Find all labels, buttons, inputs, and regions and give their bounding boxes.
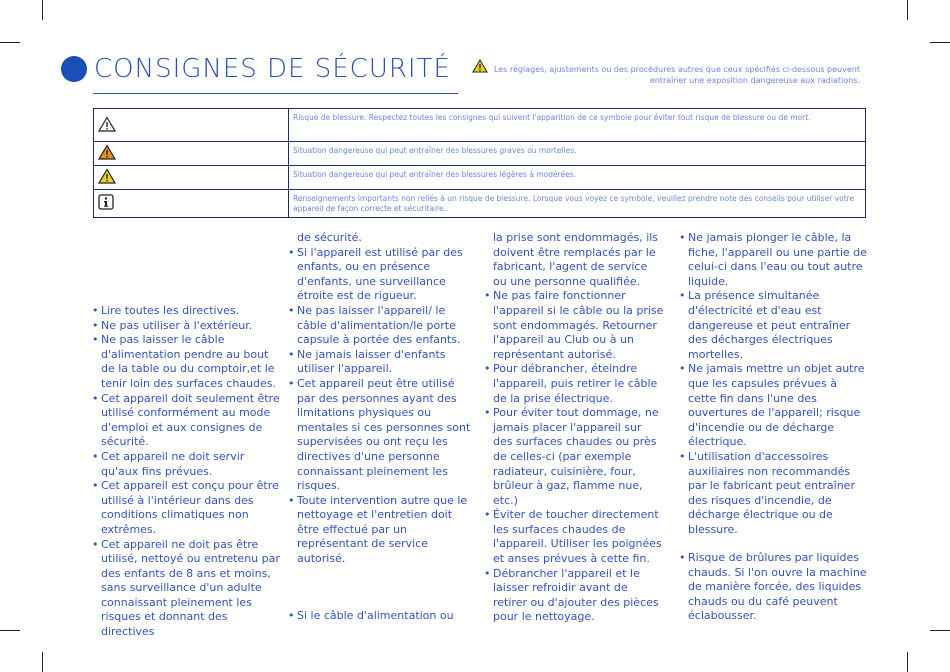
list-item: • Si l'appareil est utilisé par des enfants, ou en présence d'enfants, une surveillance étroite est de rigueur.: [288, 245, 463, 303]
warning-orange-icon: [98, 153, 116, 162]
warning-outline-icon: [98, 125, 116, 134]
symbol-row: [94, 190, 866, 218]
list-item: • La présence simultanée d'électricité et d'eau est dangereuse et peut entraîner des décharges électriques mortelles.: [679, 289, 851, 361]
crop-mark: [42, 0, 43, 20]
crop-mark: [907, 0, 908, 20]
list-item: • L'utilisation d'accessoires auxiliaires non recommandés par le fabricant peut entraîner des risques d'incendie, de décharge électrique ou de blessure.: [679, 449, 855, 536]
column-1: [92, 304, 282, 640]
list-item: • Éviter de toucher directement les surfaces chaudes de l'appareil. Utiliser les poignées et anses prévues à cette fin.: [484, 508, 662, 566]
list-item: • Ne jamais laisser d'enfants utiliser l'appareil.: [288, 347, 446, 376]
list-item: • Cet appareil ne doit pas être utilisé, nettoyé ou entretenu par des enfants de 8 ans et moins, sans surveillance d'un adulte connaissant pleinement les risques et donnant des directives: [92, 537, 280, 639]
column-2-bottom: [288, 609, 474, 624]
symbol-icon-cell: [94, 190, 289, 218]
list-item: • Ne pas faire fonctionner l'appareil si le câble ou la prise sont endommagés. Retourner l'appareil au Club ou à un représentant autorisé.: [484, 289, 664, 361]
list-item: • Ne jamais plonger le câble, la fiche, l'appareil ou une partie de celui-ci dans l'eau ou tout autre liquide.: [679, 231, 867, 288]
list-item: • Lire toutes les directives.: [92, 304, 240, 317]
intro-text: Les réglages, ajustements ou des procédures autres que ceux spécifiés ci-dessous peuvent entraîner une exposition dangereuse aux radiations.: [493, 65, 860, 85]
title-bullet: [61, 56, 87, 82]
symbol-icon-cell: [94, 142, 289, 166]
list-item: • Ne pas utiliser à l'extérieur.: [92, 318, 253, 332]
list-item: • Ne jamais mettre un objet autre que les capsules prévues à cette fin dans l'une des ouvertures de l'appareil; risque d'incendie ou de décharge électrique.: [679, 362, 865, 449]
symbol-icon-cell: [94, 109, 289, 142]
column-3: [484, 231, 664, 625]
list-item: • Cet appareil est conçu pour être utilisé à l'intérieur dans des conditions climatiques non extrêmes.: [92, 479, 279, 536]
list-item: • Pour éviter tout dommage, ne jamais placer l'appareil sur des surfaces chaudes ou près de celles-ci (par exemple radiateur, cuisinière, four, brûleur à gaz, flamme nue, etc.): [484, 406, 659, 507]
column-4: [679, 231, 867, 537]
crop-mark: [42, 652, 43, 672]
crop-mark: [907, 652, 908, 672]
symbol-row: [94, 142, 866, 166]
symbol-description: Renseignements importants non reliés à un risque de blessure. Lorsque vous voyez ce symbole, veuillez prendre note des conseils pour utiliser votre appareil de façon correcte et sécuritaire.: [289, 190, 866, 218]
symbol-row: [94, 109, 866, 142]
list-item: • Ne pas laisser le câble d'alimentation pendre au bout de la table ou du comptoir,et le tenir loin des surfaces chaudes.: [92, 333, 277, 390]
symbol-icon-cell: [94, 166, 289, 190]
crop-mark: [0, 42, 20, 43]
list-item: • Cet appareil ne doit servir qu'aux fins prévues.: [92, 449, 245, 478]
symbol-description: Situation dangereuse qui peut entraîner des blessures graves ou mortelles.: [289, 142, 866, 166]
symbols-table: [93, 108, 866, 218]
warning-yellow-icon: [98, 177, 116, 186]
crop-mark: [930, 630, 950, 631]
symbol-description: Risque de blessure. Respectez toutes les consignes qui suivent l'apparition de ce symbole pour éviter tout risque de blessure ou de mort.: [289, 109, 866, 142]
list-item: • Toute intervention autre que le nettoyage et l'entretien doit être effectué par un représentant de service autorisé.: [288, 493, 468, 566]
list-item: • Cet appareil doit seulement être utilisé conformément au mode d'emploi et aux consignes de sécurité.: [92, 391, 280, 449]
list-item: • Pour débrancher, éteindre l'appareil, puis retirer le câble de la prise électrique.: [484, 362, 658, 405]
warning-icon: [472, 58, 488, 77]
title-underline: [93, 93, 458, 94]
list-item: • Risque de brûlures par liquides chauds. Si l'on ouvre la machine de manière forcée, des liquides chauds ou du café peuvent éclabousser.: [679, 551, 867, 623]
crop-mark: [930, 42, 950, 43]
column-4-bottom: [679, 551, 867, 624]
list-item: • Ne pas laisser l'appareil/ le câble d'alimentation/le porte capsule à portée des enfants.: [288, 303, 461, 347]
list-item: • Débrancher l'appareil et le laisser refroidir avant de retirer ou d'ajouter des pièces pour le nettoyage.: [484, 566, 659, 624]
info-icon: [98, 203, 114, 212]
symbol-description: Situation dangereuse qui peut entraîner des blessures légères à modérées.: [289, 166, 866, 190]
list-item: • Cet appareil peut être utilisé par des personnes ayant des limitations physiques ou mentales si ces personnes sont supervisées ou ont reçu les directives d'une personne connaissant pleinement les risques.: [288, 376, 471, 493]
continued-text: la prise sont endommagés, ils doivent être remplacés par le fabricant, l'agent de service ou une personne qualifiée.: [493, 231, 659, 288]
continued-text: de sécurité.: [297, 231, 362, 244]
column-2: [288, 231, 474, 567]
symbol-row: [94, 166, 866, 190]
page-title: CONSIGNES DE SÉCURITÉ: [94, 54, 451, 84]
crop-mark: [0, 630, 20, 631]
list-item: • Si le câble d'alimentation ou: [288, 609, 454, 622]
